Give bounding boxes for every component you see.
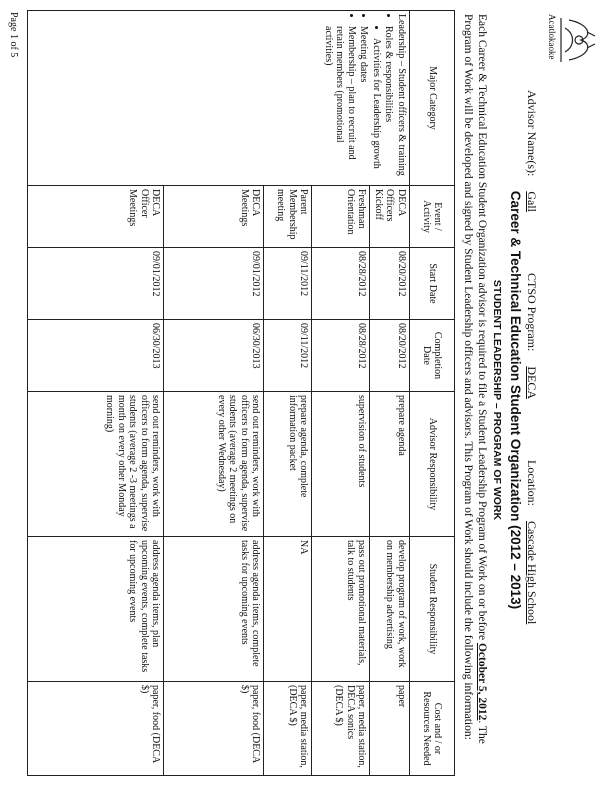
list-item: • Membership – plan to recruit and retain members (promotional activities) <box>323 26 358 182</box>
start-date-cell: 08/20/2012 <box>370 248 410 320</box>
student-responsibility-cell: address agenda items, plan upcoming events, complete tasks for upcoming events <box>28 537 164 682</box>
page-number: Page 1 of 5 <box>8 12 19 58</box>
student-responsibility-cell: address agenda items, complete tasks for upcoming events <box>164 537 264 682</box>
header-info-line <box>524 90 539 790</box>
completion-date-cell: 08/20/2012 <box>370 320 410 392</box>
start-date-cell: 08/28/2012 <box>312 248 370 320</box>
column-header: Start Date <box>410 248 455 320</box>
sub-list-item: • Activities for Leadership growth <box>371 38 383 182</box>
program-of-work-table <box>28 10 456 776</box>
cost-cell: paper, media station, DECA sonics (DECA $) <box>312 682 370 776</box>
completion-date-cell: 06/30/2013 <box>28 320 164 392</box>
completion-date-cell: 08/28/2012 <box>312 320 370 392</box>
list-item-text: Roles & responsibilities <box>383 26 395 123</box>
event-cell: Parent Membership meeting <box>264 186 312 248</box>
start-date-cell: 09/01/2012 <box>28 248 164 320</box>
student-responsibility-cell: NA <box>264 537 312 682</box>
advisor-responsibility-cell: prepare agenda <box>370 392 410 537</box>
table-row <box>370 11 410 776</box>
event-cell: Freshman Orientation <box>312 186 370 248</box>
advisor-responsibility-cell: send out reminders, work with officers to form agenda, supervise students (average 2 -3 meetings a month on every other Monday morning) <box>28 392 164 537</box>
sub-list <box>371 26 383 182</box>
document-subtitle: STUDENT LEADERSHIP – PROGRAM OF WORK <box>491 279 503 521</box>
advisor-label: Advisor Name(s): <box>525 90 539 177</box>
column-header: Student Responsibility <box>410 537 455 682</box>
major-category-cell <box>28 11 410 186</box>
intro-deadline-date: October 5, 2012 <box>476 642 488 721</box>
advisor-responsibility-cell: send out reminders, work with officers to form agenda, supervise students (average 2 meetings on every other Wednesday) <box>164 392 264 537</box>
program-value: DECA <box>525 366 539 400</box>
location-value: Cascade High School <box>525 521 539 625</box>
student-responsibility-cell: develop program of work, work on membership advertising <box>370 537 410 682</box>
intro-paragraph <box>461 14 489 754</box>
major-category-title: Leadership – Student officers & training <box>396 14 407 176</box>
advisor-responsibility-cell: supervision of students <box>312 392 370 537</box>
intro-text-1: Each Career & Technical Education Student Organization advisor is required to file a Student Leadership Program of Work on or before <box>476 14 488 643</box>
document-title: Career & Technical Education Student Organization (2012 – 2013) <box>508 190 523 610</box>
major-category-list <box>323 14 395 182</box>
event-cell: DECA Officer Meetings <box>28 186 164 248</box>
completion-date-cell: 06/30/2013 <box>164 320 264 392</box>
program-label: CTSO Program: <box>525 273 539 352</box>
event-cell: DECA Meetings <box>164 186 264 248</box>
school-seal-logo <box>553 10 599 70</box>
cost-cell: paper, food (DECA $) <box>164 682 264 776</box>
cost-cell: paper, media station, (DECA $) <box>264 682 312 776</box>
advisor-value: Gall <box>525 191 539 212</box>
cost-cell: paper <box>370 682 410 776</box>
start-date-cell: 09/01/2012 <box>164 248 264 320</box>
column-header: Major Category <box>410 11 455 186</box>
student-responsibility-cell: pass out promotional materials, talk to students <box>312 537 370 682</box>
column-header: Advisor Responsibility <box>410 392 455 537</box>
column-header: Event / Activity <box>410 186 455 248</box>
table-header-row <box>410 11 455 776</box>
column-header: Completion Date <box>410 320 455 392</box>
cost-cell: paper, food (DECA $) <box>28 682 164 776</box>
event-cell: DECA Officers Kickoff <box>370 186 410 248</box>
location-label: Location: <box>525 460 539 506</box>
completion-date-cell: 09/11/2012 <box>264 320 312 392</box>
intro-text-2: . The Program of Work will be developed and signed by Student Leadership officers and advisors. This Program of Work should include the following information: <box>462 14 488 744</box>
list-item: • Meeting dates <box>358 26 370 182</box>
advisor-responsibility-cell: prepare agenda, complete information packet <box>264 392 312 537</box>
logo-caption: Acatlokaoke <box>547 14 557 60</box>
list-item <box>371 26 395 182</box>
start-date-cell: 09/11/2012 <box>264 248 312 320</box>
column-header: Cost and / or Resources Needed <box>410 682 455 776</box>
